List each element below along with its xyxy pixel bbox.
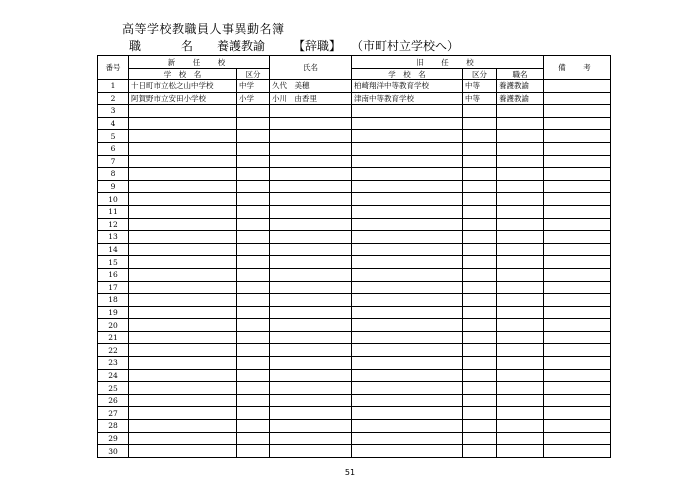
remarks xyxy=(544,420,611,433)
new-school-name xyxy=(129,420,237,433)
new-school-name xyxy=(129,218,237,231)
row-number: 5 xyxy=(98,130,129,143)
row-number: 24 xyxy=(98,369,129,382)
new-school-category xyxy=(237,445,270,458)
new-school-category xyxy=(237,357,270,370)
header-name: 氏名 xyxy=(270,56,352,80)
remarks xyxy=(544,205,611,218)
staff-name xyxy=(270,306,352,319)
old-position xyxy=(497,256,544,269)
old-school-name xyxy=(352,155,463,168)
old-position xyxy=(497,294,544,307)
remarks xyxy=(544,432,611,445)
old-position xyxy=(497,331,544,344)
old-school-category xyxy=(463,180,497,193)
row-number: 17 xyxy=(98,281,129,294)
new-school-category xyxy=(237,394,270,407)
old-school-category xyxy=(463,394,497,407)
staff-name xyxy=(270,193,352,206)
new-school-name xyxy=(129,344,237,357)
old-school-name xyxy=(352,382,463,395)
old-position xyxy=(497,281,544,294)
remarks xyxy=(544,155,611,168)
new-school-category: 小学 xyxy=(237,92,270,105)
remarks xyxy=(544,218,611,231)
row-number: 20 xyxy=(98,319,129,332)
old-position xyxy=(497,105,544,118)
new-school-category xyxy=(237,407,270,420)
table-row xyxy=(98,382,611,395)
new-school-category xyxy=(237,281,270,294)
old-position: 養護教諭 xyxy=(497,92,544,105)
new-school-category xyxy=(237,105,270,118)
table-row xyxy=(98,344,611,357)
new-school-category xyxy=(237,155,270,168)
staff-name xyxy=(270,357,352,370)
old-school-name xyxy=(352,193,463,206)
table-row xyxy=(98,142,611,155)
old-school-name xyxy=(352,117,463,130)
old-position xyxy=(497,142,544,155)
row-number: 8 xyxy=(98,168,129,181)
old-school-name xyxy=(352,445,463,458)
row-number: 27 xyxy=(98,407,129,420)
row-number: 19 xyxy=(98,306,129,319)
row-number: 4 xyxy=(98,117,129,130)
old-school-category xyxy=(463,432,497,445)
new-school-category xyxy=(237,432,270,445)
new-school-name xyxy=(129,142,237,155)
staff-name xyxy=(270,369,352,382)
old-school-category xyxy=(463,231,497,244)
new-school-name xyxy=(129,306,237,319)
table-row xyxy=(98,130,611,143)
table-row xyxy=(98,205,611,218)
table-row xyxy=(98,319,611,332)
header-number: 番号 xyxy=(98,56,129,80)
header-old-category: 区分 xyxy=(463,69,497,80)
staff-name xyxy=(270,407,352,420)
staff-name xyxy=(270,105,352,118)
new-school-name xyxy=(129,432,237,445)
remarks xyxy=(544,319,611,332)
remarks xyxy=(544,268,611,281)
old-school-category xyxy=(463,319,497,332)
old-school-category xyxy=(463,243,497,256)
new-school-name xyxy=(129,168,237,181)
row-number: 18 xyxy=(98,294,129,307)
table-row xyxy=(98,281,611,294)
remarks xyxy=(544,231,611,244)
table-row xyxy=(98,369,611,382)
old-position xyxy=(497,382,544,395)
new-school-name xyxy=(129,357,237,370)
row-number: 28 xyxy=(98,420,129,433)
old-school-category xyxy=(463,344,497,357)
new-school-category xyxy=(237,168,270,181)
row-number: 7 xyxy=(98,155,129,168)
old-position xyxy=(497,394,544,407)
old-school-name xyxy=(352,294,463,307)
new-school-name xyxy=(129,382,237,395)
old-school-category xyxy=(463,445,497,458)
staff-name: 小川 由香里 xyxy=(270,92,352,105)
staff-name xyxy=(270,243,352,256)
remarks xyxy=(544,130,611,143)
new-school-name xyxy=(129,394,237,407)
new-school-name xyxy=(129,319,237,332)
old-school-category xyxy=(463,294,497,307)
old-school-name xyxy=(352,407,463,420)
staff-name xyxy=(270,218,352,231)
staff-name xyxy=(270,268,352,281)
staff-name xyxy=(270,294,352,307)
row-number: 13 xyxy=(98,231,129,244)
header-old-school: 旧 任 校 xyxy=(352,56,544,69)
table-row xyxy=(98,420,611,433)
remarks xyxy=(544,344,611,357)
table-row xyxy=(98,117,611,130)
table-row xyxy=(98,331,611,344)
old-school-category xyxy=(463,256,497,269)
old-position xyxy=(497,243,544,256)
table-row xyxy=(98,407,611,420)
row-number: 25 xyxy=(98,382,129,395)
header-new-category: 区分 xyxy=(237,69,270,80)
new-school-name xyxy=(129,294,237,307)
new-school-category xyxy=(237,344,270,357)
old-position xyxy=(497,319,544,332)
position-value: 養護教諭 xyxy=(217,39,266,53)
new-school-name xyxy=(129,105,237,118)
table-row xyxy=(98,357,611,370)
remarks xyxy=(544,80,611,93)
table-row xyxy=(98,105,611,118)
row-number: 30 xyxy=(98,445,129,458)
old-position xyxy=(497,344,544,357)
table-row xyxy=(98,268,611,281)
new-school-name: 阿賀野市立安田小学校 xyxy=(129,92,237,105)
old-school-name xyxy=(352,432,463,445)
new-school-category xyxy=(237,231,270,244)
new-school-name xyxy=(129,231,237,244)
staff-name xyxy=(270,331,352,344)
staff-name: 久代 美穂 xyxy=(270,80,352,93)
table-row xyxy=(98,155,611,168)
row-number: 11 xyxy=(98,205,129,218)
old-school-category xyxy=(463,281,497,294)
old-school-name xyxy=(352,142,463,155)
old-position xyxy=(497,218,544,231)
old-position xyxy=(497,205,544,218)
staff-name xyxy=(270,168,352,181)
roster-body xyxy=(98,80,611,458)
remarks xyxy=(544,142,611,155)
old-school-category xyxy=(463,382,497,395)
new-school-category xyxy=(237,130,270,143)
row-number: 14 xyxy=(98,243,129,256)
old-school-category xyxy=(463,357,497,370)
row-number: 9 xyxy=(98,180,129,193)
new-school-name xyxy=(129,268,237,281)
staff-name xyxy=(270,382,352,395)
new-school-name xyxy=(129,130,237,143)
header-row-top xyxy=(98,56,611,69)
old-school-category xyxy=(463,218,497,231)
remarks xyxy=(544,394,611,407)
staff-name xyxy=(270,205,352,218)
old-position xyxy=(497,306,544,319)
staff-name xyxy=(270,319,352,332)
new-school-name xyxy=(129,243,237,256)
old-school-category xyxy=(463,117,497,130)
old-position xyxy=(497,155,544,168)
old-school-category xyxy=(463,105,497,118)
staff-name xyxy=(270,281,352,294)
new-school-category xyxy=(237,268,270,281)
staff-name xyxy=(270,231,352,244)
remarks xyxy=(544,92,611,105)
personnel-roster-table xyxy=(97,55,611,458)
old-school-name xyxy=(352,369,463,382)
new-school-category xyxy=(237,218,270,231)
old-school-name xyxy=(352,130,463,143)
new-school-category xyxy=(237,193,270,206)
new-school-category: 中学 xyxy=(237,80,270,93)
old-school-name xyxy=(352,331,463,344)
old-position xyxy=(497,420,544,433)
old-school-name xyxy=(352,319,463,332)
new-school-category xyxy=(237,256,270,269)
old-school-name xyxy=(352,168,463,181)
new-school-name: 十日町市立松之山中学校 xyxy=(129,80,237,93)
remarks xyxy=(544,117,611,130)
old-school-name: 津南中等教育学校 xyxy=(352,92,463,105)
old-position xyxy=(497,432,544,445)
table-row xyxy=(98,218,611,231)
old-position xyxy=(497,369,544,382)
old-school-name: 柏崎翔洋中等教育学校 xyxy=(352,80,463,93)
new-school-name xyxy=(129,180,237,193)
new-school-name xyxy=(129,256,237,269)
old-school-name xyxy=(352,256,463,269)
old-school-name xyxy=(352,218,463,231)
old-school-category xyxy=(463,369,497,382)
row-number: 15 xyxy=(98,256,129,269)
remarks xyxy=(544,445,611,458)
old-school-category xyxy=(463,420,497,433)
header-row-sub xyxy=(98,69,611,80)
row-number: 29 xyxy=(98,432,129,445)
new-school-name xyxy=(129,369,237,382)
header-remarks: 備 考 xyxy=(544,56,611,80)
old-school-category xyxy=(463,205,497,218)
old-school-category xyxy=(463,142,497,155)
old-position xyxy=(497,193,544,206)
remarks xyxy=(544,193,611,206)
row-number: 3 xyxy=(98,105,129,118)
position-label: 職 名 xyxy=(129,39,208,53)
remarks xyxy=(544,407,611,420)
table-row xyxy=(98,231,611,244)
old-school-name xyxy=(352,344,463,357)
old-position xyxy=(497,180,544,193)
old-school-name xyxy=(352,268,463,281)
new-school-category xyxy=(237,117,270,130)
new-school-name xyxy=(129,407,237,420)
table-row xyxy=(98,243,611,256)
new-school-name xyxy=(129,205,237,218)
staff-name xyxy=(270,432,352,445)
old-school-category xyxy=(463,331,497,344)
table-row xyxy=(98,445,611,458)
table-row xyxy=(98,92,611,105)
staff-name xyxy=(270,142,352,155)
old-school-name xyxy=(352,394,463,407)
old-position xyxy=(497,407,544,420)
remarks xyxy=(544,369,611,382)
new-school-name xyxy=(129,193,237,206)
row-number: 26 xyxy=(98,394,129,407)
row-number: 12 xyxy=(98,218,129,231)
new-school-category xyxy=(237,243,270,256)
new-school-category xyxy=(237,420,270,433)
staff-name xyxy=(270,445,352,458)
status-label: 【辞職】 xyxy=(293,39,342,53)
row-number: 22 xyxy=(98,344,129,357)
table-row xyxy=(98,306,611,319)
remarks xyxy=(544,357,611,370)
remarks xyxy=(544,180,611,193)
table-row xyxy=(98,394,611,407)
new-school-category xyxy=(237,319,270,332)
staff-name xyxy=(270,180,352,193)
old-school-category xyxy=(463,193,497,206)
old-position xyxy=(497,168,544,181)
remarks xyxy=(544,331,611,344)
new-school-category xyxy=(237,142,270,155)
old-school-name xyxy=(352,281,463,294)
header-new-school: 新 任 校 xyxy=(129,56,270,69)
new-school-category xyxy=(237,382,270,395)
staff-name xyxy=(270,155,352,168)
old-school-name xyxy=(352,231,463,244)
header-new-school-name: 学 校 名 xyxy=(129,69,237,80)
new-school-name xyxy=(129,445,237,458)
table-row xyxy=(98,80,611,93)
old-school-category xyxy=(463,306,497,319)
new-school-category xyxy=(237,306,270,319)
table-row xyxy=(98,168,611,181)
table-row xyxy=(98,193,611,206)
new-school-category xyxy=(237,369,270,382)
staff-name xyxy=(270,256,352,269)
staff-name xyxy=(270,420,352,433)
remarks xyxy=(544,306,611,319)
old-school-category xyxy=(463,155,497,168)
old-position xyxy=(497,268,544,281)
old-school-category: 中等 xyxy=(463,80,497,93)
old-school-category xyxy=(463,130,497,143)
table-row xyxy=(98,432,611,445)
remarks xyxy=(544,382,611,395)
old-school-name xyxy=(352,420,463,433)
row-number: 16 xyxy=(98,268,129,281)
header-old-school-name: 学 校 名 xyxy=(352,69,463,80)
old-school-category xyxy=(463,168,497,181)
staff-name xyxy=(270,344,352,357)
old-position xyxy=(497,117,544,130)
row-number: 23 xyxy=(98,357,129,370)
remarks xyxy=(544,105,611,118)
old-position xyxy=(497,130,544,143)
row-number: 21 xyxy=(98,331,129,344)
old-school-category: 中等 xyxy=(463,92,497,105)
page-number: 51 xyxy=(344,468,356,477)
staff-name xyxy=(270,130,352,143)
new-school-category xyxy=(237,205,270,218)
old-school-name xyxy=(352,357,463,370)
old-position xyxy=(497,445,544,458)
old-school-category xyxy=(463,407,497,420)
old-school-category xyxy=(463,268,497,281)
old-position xyxy=(497,231,544,244)
old-school-name xyxy=(352,205,463,218)
remarks xyxy=(544,294,611,307)
table-row xyxy=(98,180,611,193)
document-title: 高等学校教職員人事異動名簿 xyxy=(122,22,285,36)
staff-name xyxy=(270,394,352,407)
new-school-name xyxy=(129,331,237,344)
remarks xyxy=(544,243,611,256)
new-school-name xyxy=(129,281,237,294)
row-number: 6 xyxy=(98,142,129,155)
old-position: 養護教諭 xyxy=(497,80,544,93)
row-number: 1 xyxy=(98,80,129,93)
old-school-name xyxy=(352,105,463,118)
new-school-category xyxy=(237,294,270,307)
document-subtitle xyxy=(129,37,459,54)
table-row xyxy=(98,256,611,269)
new-school-name xyxy=(129,117,237,130)
destination-label: （市町村立学校へ） xyxy=(351,39,460,53)
row-number: 10 xyxy=(98,193,129,206)
old-position xyxy=(497,357,544,370)
old-school-name xyxy=(352,180,463,193)
remarks xyxy=(544,281,611,294)
new-school-name xyxy=(129,155,237,168)
header-old-position: 職名 xyxy=(497,69,544,80)
new-school-category xyxy=(237,331,270,344)
remarks xyxy=(544,256,611,269)
new-school-category xyxy=(237,180,270,193)
remarks xyxy=(544,168,611,181)
staff-name xyxy=(270,117,352,130)
row-number: 2 xyxy=(98,92,129,105)
table-row xyxy=(98,294,611,307)
old-school-name xyxy=(352,306,463,319)
old-school-name xyxy=(352,243,463,256)
